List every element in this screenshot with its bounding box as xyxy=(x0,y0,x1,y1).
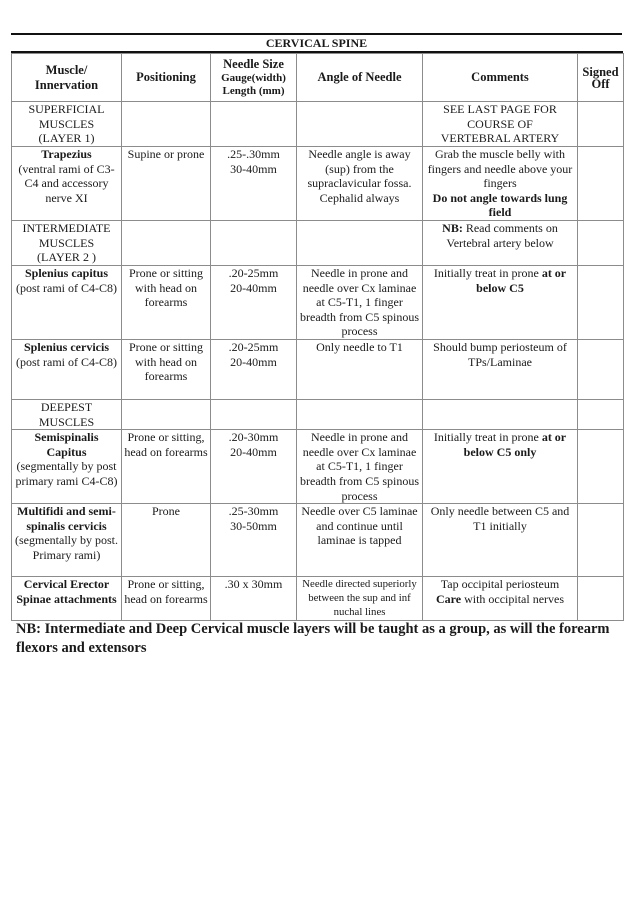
header-needle-size-title: Needle Size xyxy=(223,57,284,72)
section-row-intermediate xyxy=(12,220,624,265)
footnote xyxy=(16,620,616,658)
gauge: .25-.30mm xyxy=(227,147,280,161)
positioning-cell: Prone or sitting with head on forearms xyxy=(122,265,211,339)
gauge: .20-25mm xyxy=(228,339,279,354)
signed-off-cell[interactable] xyxy=(578,339,624,399)
comment-text: Tap occipital periosteum xyxy=(440,577,560,592)
header-positioning: Positioning xyxy=(122,54,211,102)
innervation: (ventral rami of C3-C4 and accessory nerve XI xyxy=(18,161,115,205)
signed-off-cell[interactable] xyxy=(578,577,624,621)
innervation: (segmentally by post primary rami C4-C8) xyxy=(15,459,118,488)
muscle-cell xyxy=(12,504,122,577)
needle-size-cell xyxy=(211,430,297,504)
header-comments: Comments xyxy=(423,54,578,102)
angle-cell: Needle over C5 laminae and continue until laminae is tapped xyxy=(297,504,423,577)
comment-emphasis: Care xyxy=(435,591,462,606)
positioning-cell: Prone xyxy=(122,504,211,577)
signed-off-cell[interactable] xyxy=(578,504,624,577)
empty-cell xyxy=(211,220,297,265)
length: 20-40mm xyxy=(230,280,277,295)
comment-text: Initially treat in prone xyxy=(433,430,542,445)
muscle-name: Splenius cervicis xyxy=(23,339,109,354)
empty-cell xyxy=(297,102,423,147)
table-row-multifidi xyxy=(12,504,624,577)
needle-size-cell xyxy=(211,339,297,399)
muscle-name: Trapezius xyxy=(41,147,92,161)
angle-cell: Needle angle is away (sup) from the supraclavicular fossa. Cephalid always xyxy=(297,147,423,221)
signed-off-cell[interactable] xyxy=(578,147,624,221)
empty-cell xyxy=(211,102,297,147)
footnote-label: NB: xyxy=(16,621,41,637)
comment-text: with occipital nerves xyxy=(461,591,565,606)
empty-cell xyxy=(297,399,423,429)
footnote-text: Intermediate and Deep Cervical muscle layers will be taught as a group, as will the forearm flexors and extensors xyxy=(16,621,610,656)
header-gauge: Gauge(width) xyxy=(221,71,286,84)
section-label-line: DEEPEST xyxy=(40,399,93,414)
needle-size-cell xyxy=(211,504,297,577)
nb-label: NB: xyxy=(442,220,463,235)
muscle-cell xyxy=(12,265,122,339)
header-muscle xyxy=(12,54,122,102)
comments-cell: Only needle between C5 and T1 initially xyxy=(423,504,578,577)
table-row-splenius-cervicis xyxy=(12,339,624,399)
comment-text: Grab the muscle belly with fingers and needle above your fingers xyxy=(427,147,573,191)
section-label-intermediate xyxy=(12,220,122,265)
header-needle-size xyxy=(211,54,297,102)
needle-size-cell xyxy=(211,147,297,221)
positioning-cell: Prone or sitting, head on forearms xyxy=(122,577,211,621)
header-row xyxy=(12,54,624,102)
innervation: (post rami of C4-C8) xyxy=(16,354,117,369)
section-label-line: SUPERFICIAL xyxy=(28,102,105,116)
length: 20-40mm xyxy=(230,444,277,459)
section-row-superficial xyxy=(12,102,624,147)
positioning-cell: Supine or prone xyxy=(122,147,211,221)
muscle-cell xyxy=(12,339,122,399)
empty-cell xyxy=(122,399,211,429)
page-title: CERVICAL SPINE xyxy=(265,36,368,50)
section-label-line: INTERMEDIATE xyxy=(22,220,111,235)
comment-text: Initially treat in prone xyxy=(433,265,542,280)
empty-cell xyxy=(211,399,297,429)
signed-off-cell[interactable] xyxy=(578,399,624,429)
vertebral-artery-note xyxy=(423,102,578,147)
empty-cell xyxy=(122,220,211,265)
muscle-cell xyxy=(12,430,122,504)
comment-line-2 xyxy=(425,592,575,607)
section-label-superficial xyxy=(12,102,122,147)
length: 20-40mm xyxy=(230,354,277,369)
table-row-semispinalis-capitus xyxy=(12,430,624,504)
note-line: COURSE OF xyxy=(467,116,533,131)
nb-comment-cell xyxy=(423,220,578,265)
comments-cell xyxy=(423,265,578,339)
header-signed-off xyxy=(578,54,624,102)
section-row-deepest xyxy=(12,399,624,429)
muscle-name: Multifidi and semi-spinalis cervicis xyxy=(17,504,116,533)
gauge: .30 x 30mm xyxy=(224,577,283,592)
table-row-trapezius xyxy=(12,147,624,221)
angle-cell: Only needle to T1 xyxy=(297,339,423,399)
comments-cell xyxy=(423,147,578,221)
angle-cell: Needle directed superiorly between the sup and inf nuchal lines xyxy=(297,577,423,621)
comment-emphasis: at or below C5 xyxy=(476,265,567,295)
header-muscle-line1: Muscle/ xyxy=(45,62,88,77)
positioning-cell: Prone or sitting, head on forearms xyxy=(122,430,211,504)
table-row-cervical-erector-spinae xyxy=(12,577,624,621)
note-line: SEE LAST PAGE FOR xyxy=(443,102,557,116)
angle-cell: Needle in prone and needle over Cx laminae at C5-T1, 1 finger breadth from C5 spinous process xyxy=(297,265,423,339)
section-label-line: MUSCLES xyxy=(38,414,95,429)
needle-size-cell xyxy=(211,577,297,621)
header-length: Length (mm) xyxy=(222,84,285,97)
comment-emphasis: at or below C5 only xyxy=(463,430,567,459)
comments-cell xyxy=(423,577,578,621)
nb-text: Read comments on Vertebral artery below xyxy=(446,220,558,250)
muscle-name: Cervical Erector Spinae attachments xyxy=(16,577,117,606)
section-label-line: MUSCLES xyxy=(38,116,95,131)
needle-size-cell xyxy=(211,265,297,339)
header-signed-line1: Signed xyxy=(582,64,619,79)
positioning-cell: Prone or sitting with head on forearms xyxy=(122,339,211,399)
empty-cell xyxy=(297,220,423,265)
gauge: .20-30mm xyxy=(228,430,279,445)
empty-cell xyxy=(423,399,578,429)
cervical-spine-table xyxy=(11,53,624,621)
angle-cell: Needle in prone and needle over Cx laminae at C5-T1, 1 finger breadth from C5 spinous process xyxy=(297,430,423,504)
muscle-name: Splenius capitus xyxy=(24,265,109,280)
muscle-cell xyxy=(12,147,122,221)
header-angle: Angle of Needle xyxy=(297,54,423,102)
section-label-line: MUSCLES xyxy=(38,235,95,250)
empty-cell xyxy=(122,102,211,147)
section-label-line: (LAYER 1) xyxy=(38,131,95,146)
header-muscle-line2: Innervation xyxy=(34,77,99,92)
comment-warning: Do not angle towards lung field xyxy=(432,190,568,220)
section-label-deepest xyxy=(12,399,122,429)
signed-off-cell[interactable] xyxy=(578,430,624,504)
comments-cell: Should bump periosteum of TPs/Laminae xyxy=(423,339,578,399)
innervation: (segmentally by post. Primary rami) xyxy=(15,533,118,562)
gauge: .25-30mm xyxy=(228,504,279,519)
muscle-name: Semispinalis Capitus xyxy=(34,430,99,459)
length: 30-50mm xyxy=(230,518,277,533)
length: 30-40mm xyxy=(230,161,277,176)
gauge: .20-25mm xyxy=(228,265,279,280)
note-line: VERTEBRAL ARTERY xyxy=(440,131,560,146)
signed-off-cell[interactable] xyxy=(578,220,624,265)
header-signed-line2: Off xyxy=(591,76,610,91)
signed-off-cell[interactable] xyxy=(578,265,624,339)
table-row-splenius-capitus xyxy=(12,265,624,339)
innervation: (post rami of C4-C8) xyxy=(16,280,117,295)
signed-off-cell[interactable] xyxy=(578,102,624,147)
comments-cell xyxy=(423,430,578,504)
top-rule xyxy=(11,33,622,35)
section-label-line: (LAYER 2 ) xyxy=(37,250,96,265)
muscle-cell xyxy=(12,577,122,621)
